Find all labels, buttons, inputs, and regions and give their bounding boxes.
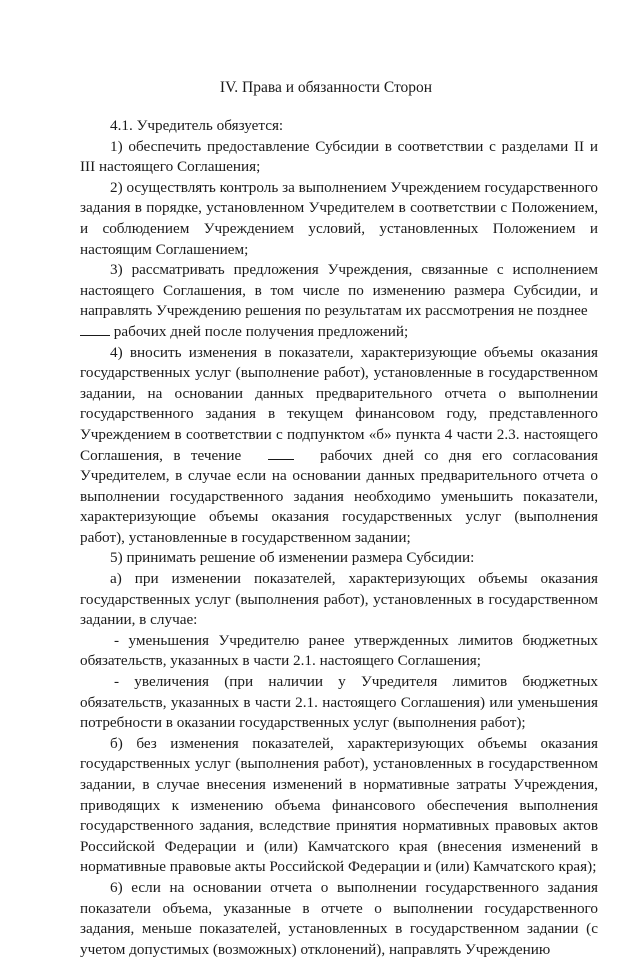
item-3 xyxy=(80,260,598,342)
item-5-a-dash-2: - увеличения (при наличии у Учредителя лимитов бюджетных обязательств, указанных в части 2.1. настоящего Соглашения) или уменьшения потребности в оказании государственных услуг (выполнения работ); xyxy=(80,673,598,732)
item-4-text-end: рабочих дней со дня его согласования Учредителем, в случае если на основании данных предварительного отчета о выполнении государственного задания необходимо уменьшить показатели, характеризующие объемы оказания государственных услуг (выполнения работ), установленные в государственном задании; xyxy=(80,446,599,546)
clause-4-1: 4.1. Учредитель обязуется: xyxy=(110,117,284,134)
section-title: IV. Права и обязанности Сторон xyxy=(219,79,433,96)
item-3-text-end: рабочих дней после получения предложений; xyxy=(113,322,409,340)
item-4 xyxy=(80,343,598,549)
item-5-a-dash-1: - уменьшения Учредителю ранее утвержденных лимитов бюджетных обязательств, указанных в части 2.1. настоящего Соглашения; xyxy=(80,631,598,670)
blank-days-field xyxy=(80,322,110,336)
item-5-a: а) при изменении показателей, характеризующих объемы оказания государственных услуг (выполнения работ), установленных в государственном задании, в случае: xyxy=(80,570,598,629)
document-body xyxy=(80,116,598,960)
blank-days-field xyxy=(268,446,294,460)
item-5: 5) принимать решение об изменении размера Субсидии: xyxy=(110,549,475,567)
item-6: 6) если на основании отчета о выполнении государственного задания показатели объема, указанные в отчете о выполнении государственного задания, меньше показателей, установленных в государственном задании (с учетом допустимых (возможных) отклонений), направлять Учреждению xyxy=(80,878,598,958)
item-5-b: б) без изменения показателей, характеризующих объемы оказания государственных услуг (выполнения работ), установленных в государственном задании, в случае внесения изменений в нормативные затраты Учреждения, приводящих к изменению объема финансового обеспечения выполнения государственного задания, вследствие принятия нормативных правовых актов Российской Федерации и (или) Камчатского края (внесения изменений в нормативные правовые акты Российской Федерации и (или) Камчатского края); xyxy=(80,734,598,876)
item-2: 2) осуществлять контроль за выполнением Учреждением государственного задания в порядке, установленном Учредителем в соответствии с Положением, и соблюдением Учреждением условий, установленных Положением и настоящим Соглашением; xyxy=(80,178,599,258)
item-1: 1) обеспечить предоставление Субсидии в соответствии с разделами II и III настоящего Соглашения; xyxy=(80,137,598,176)
item-4-text: 4) вносить изменения в показатели, характеризующие объемы оказания государственных услуг (выполнение работ), установленные в государственном задании, на основании данных предварительного отчета о выполнении государственного задания в текущем финансовом году, представленного Учреждением в соответствии с подпунктом «б» пункта 4 части 2.3. настоящего Соглашения, в течение xyxy=(80,343,598,464)
item-3-text: 3) рассматривать предложения Учреждения, связанные с исполнением настоящего Соглашения, в том числе по изменению размера Субсидии, и направлять Учреждению решения по результатам их рассмотрения не позднее xyxy=(80,261,598,320)
